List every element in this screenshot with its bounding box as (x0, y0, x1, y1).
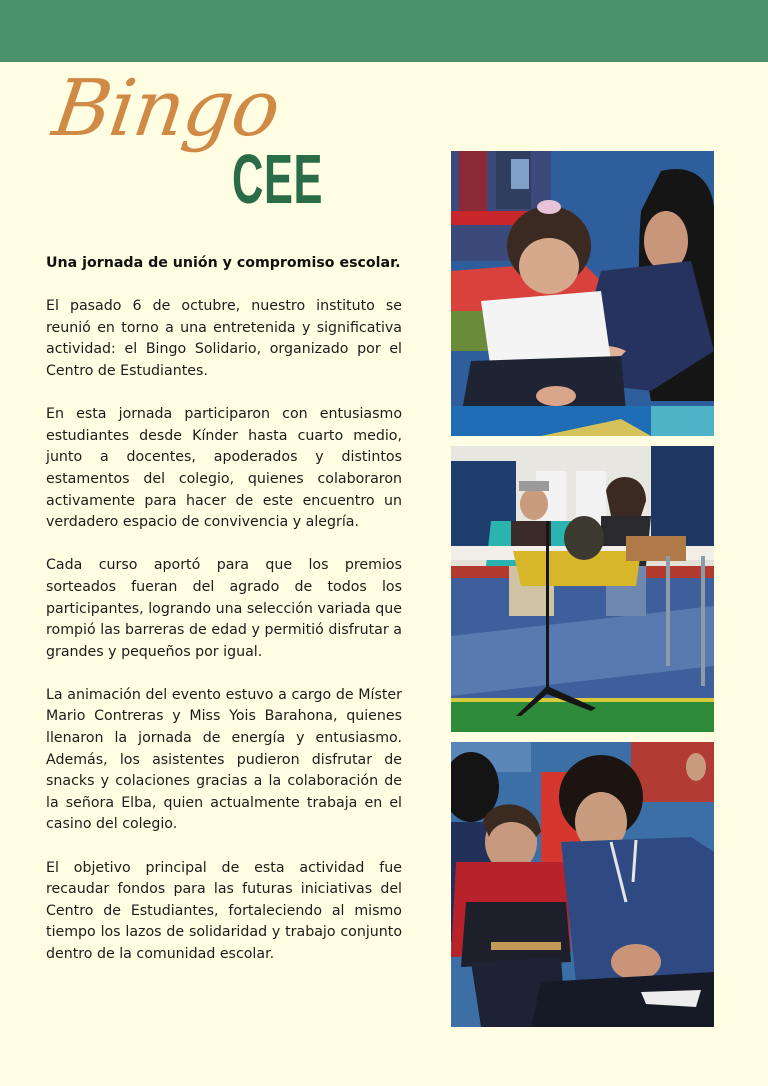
article-paragraph: Cada curso aportó para que los premios sorteados fueran del agrado de todos los participantes, logrando una selección variada que rompió las barreras de edad y permitió disfrutar a grandes y pequeños por igual. (46, 557, 402, 660)
article-paragraph: En esta jornada participaron con entusiasmo estudiantes desde Kínder hasta cuarto medio, junto a docentes, apoderados y distintos estamentos del colegio, quienes colaboraron activamente para hacer de este encuentro un verdadero espacio de convivencia y alegría. (46, 406, 402, 531)
article-paragraph: El pasado 6 de octubre, nuestro instituto se reunió en torno a una entretenida y significativa actividad: el Bingo Solidario, organizado por el Centro de Estudiantes. (46, 298, 402, 379)
photo-image (451, 742, 714, 1027)
title-block-cee: CEE (232, 140, 324, 218)
article-heading: Una jornada de unión y compromiso escolar. (46, 255, 401, 271)
photo-hosts-bingo-table (451, 446, 714, 732)
article-paragraph: El objetivo principal de esta actividad fue recaudar fondos para las futuras iniciativas del Centro de Estudiantes, fortaleciendo al mismo tiempo los lazos de solidaridad y trabajo conjunto dentro de la comunidad escolar. (46, 859, 402, 962)
title-script-bingo: Bingo (47, 64, 285, 154)
article-body (46, 253, 402, 987)
photo-image (451, 446, 714, 732)
photo-girl-playing-bingo (451, 151, 714, 436)
photo-image (451, 151, 714, 436)
article-paragraph: La animación del evento estuvo a cargo de Míster Mario Contreras y Miss Yois Barahona, quienes llenaron la jornada de energía y entusiasmo. Además, los asistentes pudieron disfrutar de snacks y colaciones gracias a la colaboración de la señora Elba, quien actualmente trabaja en el casino del colegio. (46, 686, 402, 833)
header-band (0, 0, 768, 62)
photo-students-reading-card (451, 742, 714, 1027)
